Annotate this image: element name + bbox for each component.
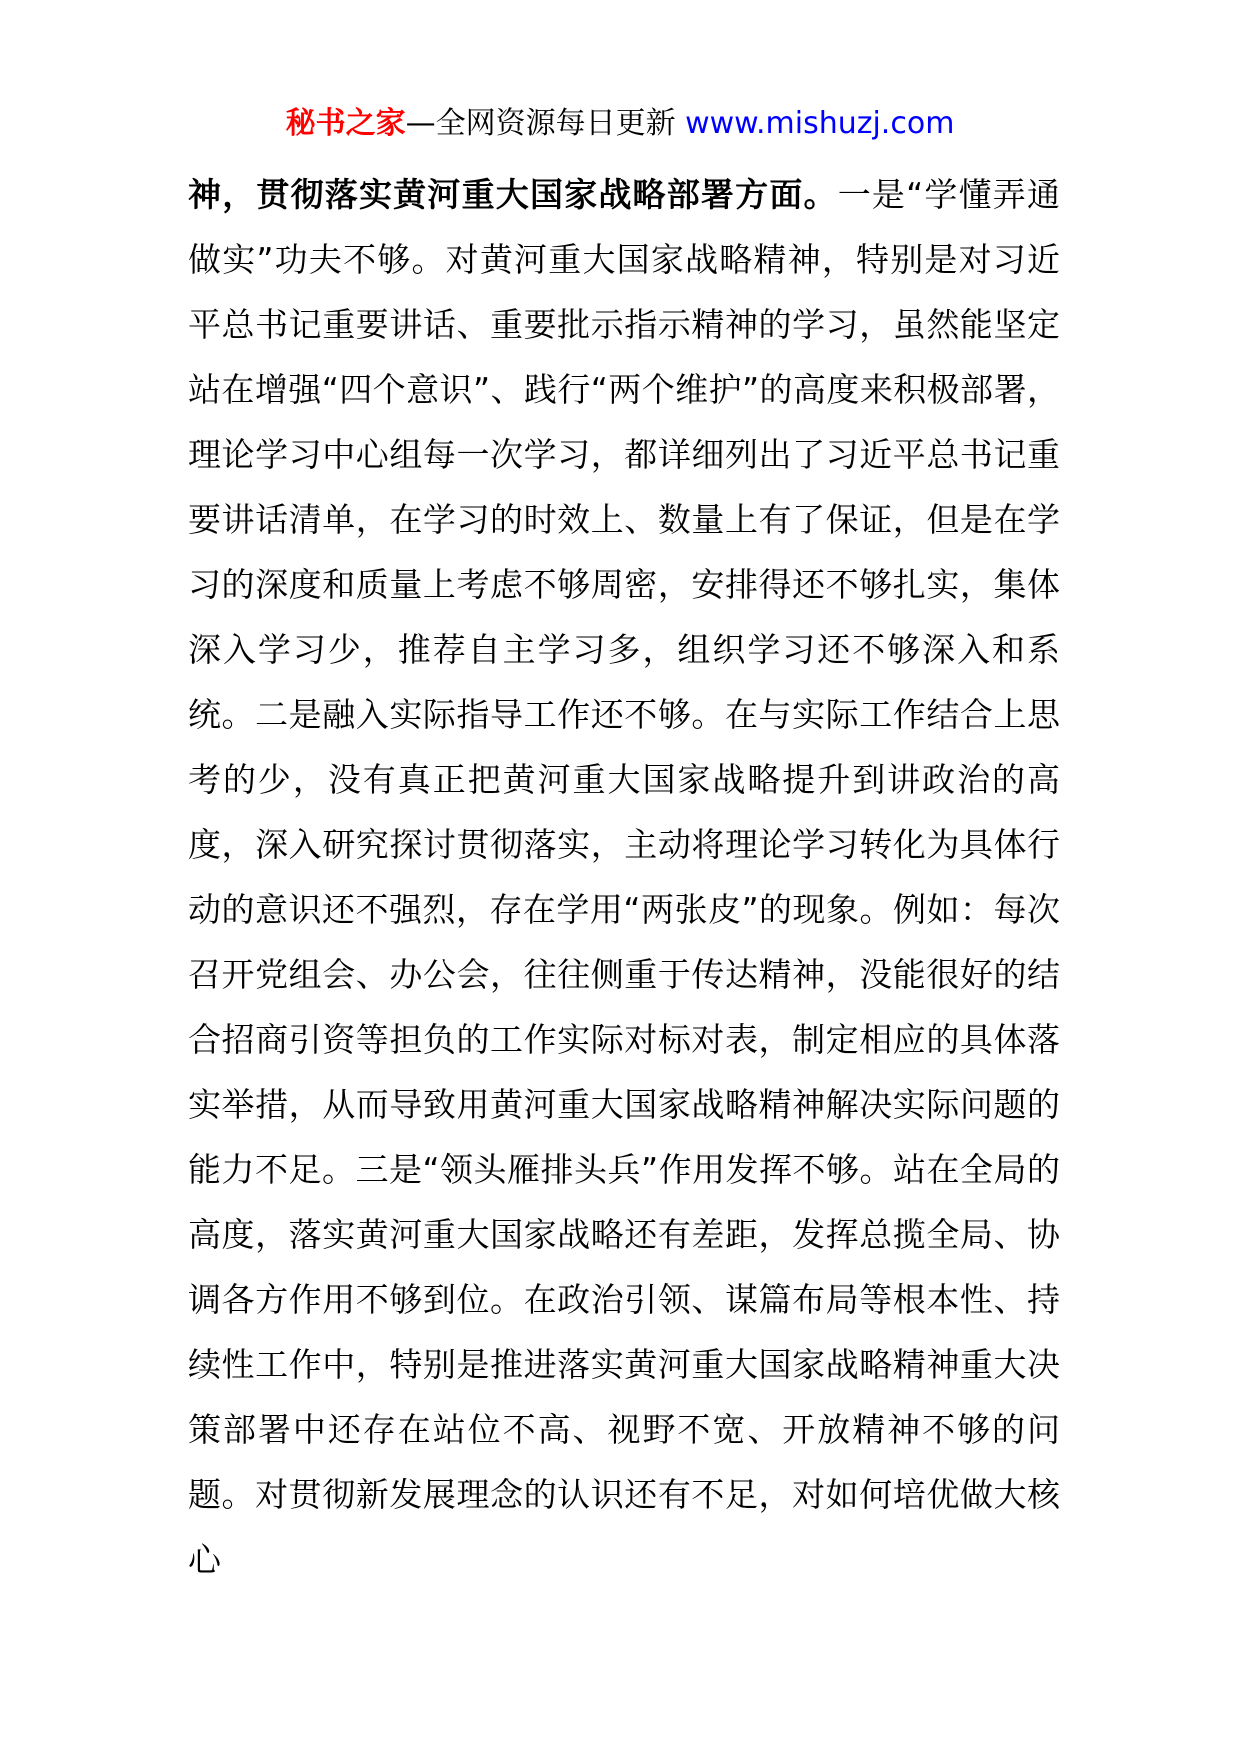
page-header [0,102,1240,146]
paragraph-text: 一是“学懂弄通做实”功夫不够。对黄河重大国家战略精神，特别是对习近平总书记重要讲话、重要批示指示精神的学习，虽然能坚定站在增强“四个意识”、践行“两个维护”的高度来积极部署，理论学习中心组每一次学习，都详细列出了习近平总书记重要讲话清单，在学习的时效上、数量上有了保证，但是在学习的深度和质量上考虑不够周密，安排得还不够扎实，集体深入学习少，推荐自主学习多，组织学习还不够深入和系统。二是融入实际指导工作还不够。在与实际工作结合上思考的少，没有真正把黄河重大国家战略提升到讲政治的高度，深入研究探讨贯彻落实，主动将理论学习转化为具体行动的意识还不强烈，存在学用“两张皮”的现象。例如：每次召开党组会、办公会，往往侧重于传达精神，没能很好的结合招商引资等担负的工作实际对标对表，制定相应的具体落实举措，从而导致用黄河重大国家战略精神解决实际问题的能力不足。三是“领头雁排头兵”作用发挥不够。站在全局的高度，落实黄河重大国家战略还有差距，发挥总揽全局、协调各方作用不够到位。在政治引领、谋篇布局等根本性、持续性工作中，特别是推进落实黄河重大国家战略精神重大决策部署中还存在站位不高、视野不宽、开放精神不够的问题。对贯彻新发展理念的认识还有不足，对如何培优做大核心 [188,175,1060,1579]
body-paragraph [188,162,1060,1592]
header-brand: 秘书之家 [285,106,406,141]
header-tagline: —全网资源每日更新 [405,106,676,141]
header-url-link[interactable]: www.mishuzj.com [675,106,955,141]
bold-lead-text: 神，贯彻落实黄河重大国家战略部署方面。 [188,175,838,214]
